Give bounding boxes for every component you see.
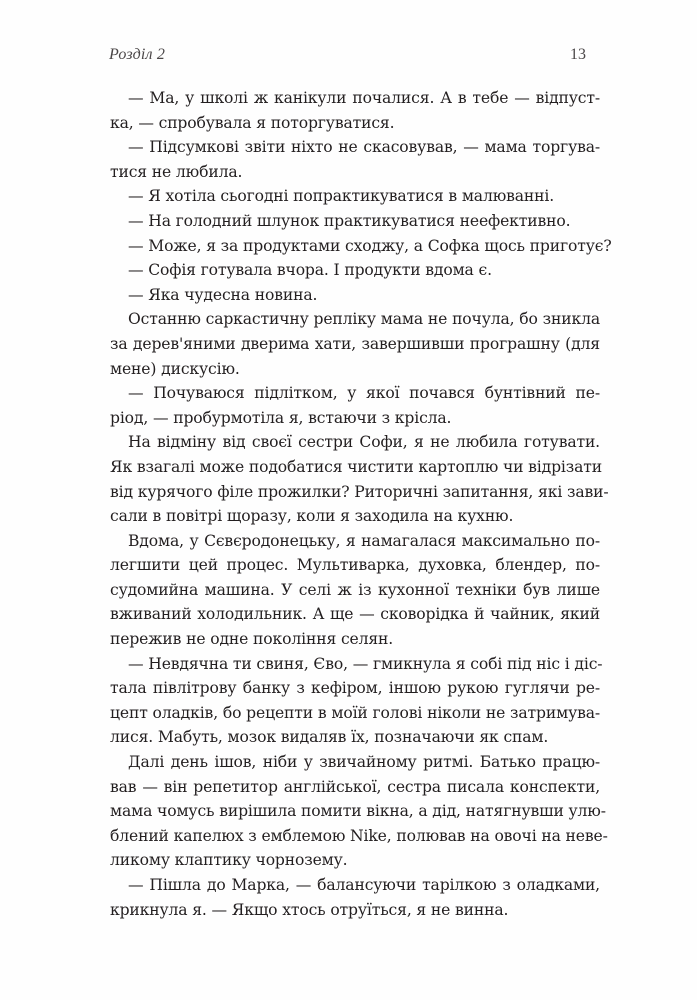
text-line: вживаний холодильник. А ще — сковорідка й чайник, який	[110, 605, 600, 624]
text-line: лися. Мабуть, мозок видаляв їх, позначаючи як спам.	[110, 728, 549, 747]
text-line: мама чомусь вирішила помити вікна, а дід, натягнувши улю-	[110, 802, 606, 821]
text-line: — На голодний шлунок практикуватися неефективно.	[128, 211, 571, 230]
text-line: — Невдячна ти свиня, Єво, — гмикнула я собі під ніс і діс-	[128, 654, 603, 673]
text-line: мене) дискусію.	[110, 359, 240, 378]
text-line: ка, — спробувала я поторгуватися.	[110, 113, 395, 132]
text-line: — Почуваюся підлітком, у якої почався бунтівний пе-	[128, 384, 600, 403]
chapter-running-head: Розділ 2	[109, 46, 166, 63]
text-line: — Яка чудесна новина.	[128, 285, 318, 304]
text-line: судомийна машина. У селі ж із кухонної техніки був лише	[110, 580, 600, 599]
text-line: цепт оладків, бо рецепти в моїй голові ніколи не затримува-	[110, 703, 600, 722]
text-line: — Софія готувала вчора. І продукти вдома є.	[128, 261, 492, 280]
text-line: Вдома, у Сєвєродонецьку, я намагалася максимально по-	[128, 531, 600, 550]
text-line: — Підсумкові звіти ніхто не скасовував, — мама торгува-	[128, 138, 600, 157]
text-line: вав — він репетитор англійської, сестра писала конспекти,	[110, 777, 600, 796]
text-line: На відміну від своєї сестри Софи, я не любила готувати.	[128, 433, 600, 452]
text-line: блений капелюх з емблемою Nike, полював на овочі на неве-	[110, 826, 608, 845]
text-line: пережив не одне покоління селян.	[110, 630, 394, 649]
text-line: — Ма, у школі ж канікули почалися. А в тебе — відпуст-	[128, 89, 600, 107]
text-line: тала півлітрову банку з кефіром, іншою рукою гуглячи ре-	[110, 679, 600, 698]
page-number: 13	[570, 46, 586, 63]
text-line: — Пішла до Марка, — балансуючи тарілкою з оладками,	[128, 876, 600, 894]
text-line: Як взагалі може подобатися чистити картоплю чи відрізати	[110, 457, 602, 476]
text-line: легшити цей процес. Мультиварка, духовка, блендер, по-	[110, 556, 600, 575]
text-line: ріод, — пробурмотіла я, встаючи з крісла.	[110, 408, 452, 427]
text-line: за дерев'яними дверима хати, завершивши програшну (для	[110, 334, 600, 353]
text-line: — Може, я за продуктами сходжу, а Софка щось приготує?	[128, 236, 612, 255]
text-line: сали в повітрі щоразу, коли я заходила на кухню.	[110, 507, 514, 526]
body-text	[110, 86, 612, 922]
text-line: тися не любила.	[110, 162, 243, 181]
text-line: від курячого філе прожилки? Риторичні запитання, які зави-	[110, 482, 609, 501]
text-line: Далі день ішов, ніби у звичайному ритмі. Батько працю-	[128, 753, 600, 772]
text-line: Останню саркастичну репліку мама не почула, бо зникла	[128, 310, 600, 329]
text-line: ликому клаптику чорнозему.	[110, 851, 348, 870]
text-line: — Я хотіла сьогодні попрактикуватися в малюванні.	[128, 187, 555, 206]
text-line: крикнула я. — Якщо хтось отруїться, я не винна.	[110, 900, 509, 919]
